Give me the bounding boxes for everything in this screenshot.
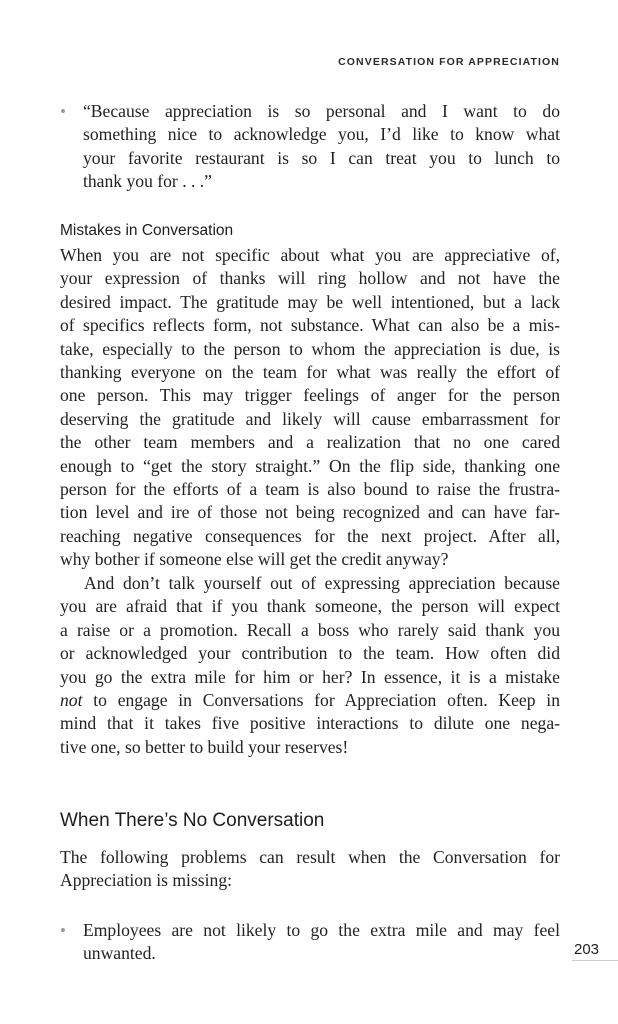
text-line: reaching negative consequences for the next project. After all, (60, 525, 560, 546)
paragraph-mistakes (60, 244, 560, 572)
text-line: one person. This may trigger feelings of anger for the person (60, 385, 560, 406)
text-line: thank you for . . .” (83, 171, 212, 192)
subheading-mistakes: Mistakes in Conversation (60, 222, 234, 239)
page-number: 203 (574, 941, 600, 958)
text-line: tion level and ire of those not being recognized and can have far- (60, 502, 560, 523)
text-line: you go the extra mile for him or her? In essence, it is a mistake (60, 666, 560, 687)
text-line: When you are not specific about what you are appreciative of, (60, 245, 560, 265)
text-line: of specifics reflects form, not substance. What can also be a mis- (60, 315, 560, 336)
text-line: And don’t talk yourself out of expressing appreciation because (84, 573, 560, 593)
text-line: mind that it takes five positive interactions to dilute one nega- (60, 713, 560, 734)
text-line: a raise or a promotion. Recall a boss who rarely said thank you (60, 619, 560, 640)
text-line: take, especially to the person to whom the appreciation is due, is (60, 338, 560, 359)
running-head: CONVERSATION FOR APPRECIATION (338, 56, 560, 68)
text-line: thanking everyone on the team for what was really the effort of (60, 362, 560, 383)
text-line: “Because appreciation is so personal and I want to do (83, 101, 560, 121)
text-line: enough to “get the story straight.” On the flip side, thanking one (60, 455, 560, 476)
paragraph-dont-talk-yourself-out (60, 572, 560, 759)
bullet-marker: • (60, 102, 66, 121)
problem-bullet-text (83, 919, 560, 966)
paragraph-following-problems (60, 846, 560, 893)
text-line: your expression of thanks will ring hollow and not have the (60, 268, 560, 289)
quote-bullet-text (83, 100, 560, 194)
text-run: to engage in Conversations for Appreciation often. Keep in (82, 690, 560, 711)
text-line: person for the efforts of a team is also bound to raise the frustra- (60, 479, 560, 500)
text-line: your favorite restaurant is so I can treat you to lunch to (83, 147, 560, 168)
text-line (60, 689, 560, 712)
text-line: Employees are not likely to go the extra mile and may feel (83, 920, 560, 940)
text-line: or acknowledged your contribution to the team. How often did (60, 643, 560, 664)
text-line: tive one, so better to build your reserves! (60, 736, 349, 757)
emphasis-not: not (60, 690, 83, 711)
text-line: deserving the gratitude and likely will cause embarrassment for (60, 408, 560, 429)
text-line: why bother if someone else will get the credit anyway? (60, 549, 449, 570)
section-heading: When There’s No Conversation (60, 810, 325, 831)
text-line: desired impact. The gratitude may be well intentioned, but a lack (60, 291, 560, 312)
text-line: unwanted. (83, 943, 156, 964)
text-line: the other team members and a realization that no one cared (60, 432, 560, 453)
text-line: something nice to acknowledge you, I’d like to know what (83, 124, 560, 145)
text-line: you are afraid that if you thank someone, the person will expect (60, 596, 560, 617)
text-line: Appreciation is missing: (60, 870, 233, 891)
page-number-rule (572, 960, 618, 961)
text-line: The following problems can result when the Conversation for (60, 847, 560, 867)
bullet-marker: • (60, 921, 66, 940)
